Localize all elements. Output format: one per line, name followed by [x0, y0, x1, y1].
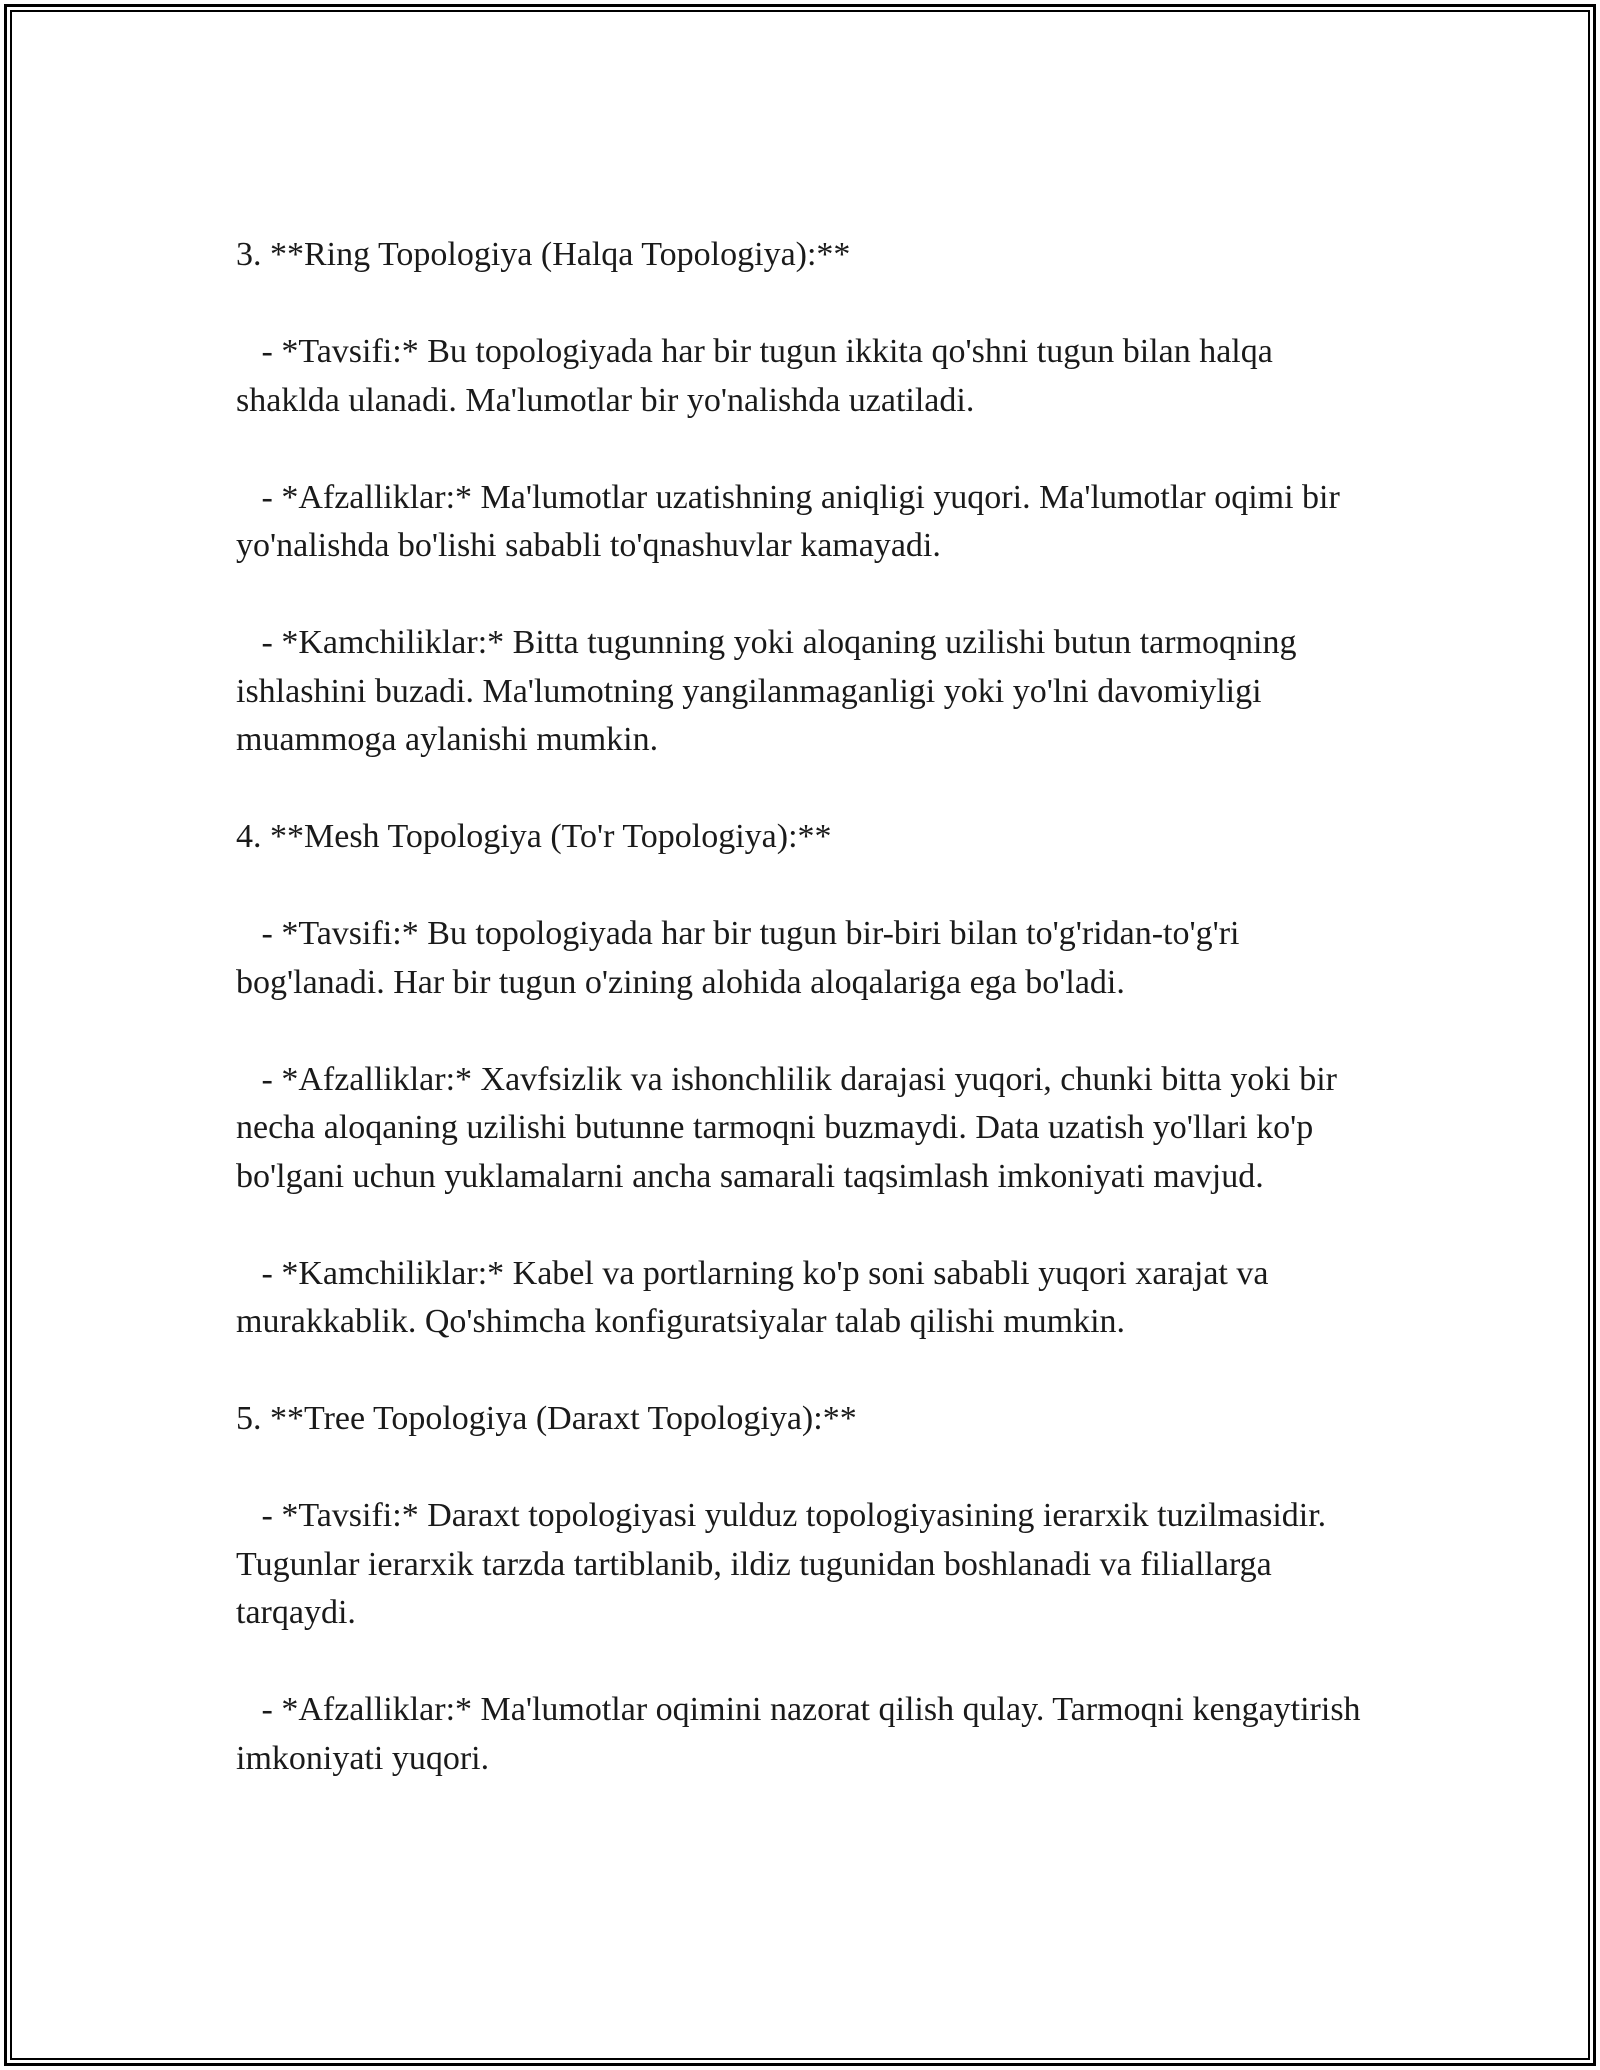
ring-advantages: - *Afzalliklar:* Ma'lumotlar uzatishning aniqligi yuqori. Ma'lumotlar oqimi bir yo'nalishda bo'lishi sababli to'qnashuvlar kamayadi. [236, 478, 1349, 564]
ring-disadvantages: - *Kamchiliklar:* Bitta tugunning yoki aloqaning uzilishi butun tarmoqning ishlashini buzadi. Ma'lumotning yangilanmaganligi yoki yo'lni davomiyligi muammoga aylanishi mumkin. [236, 624, 1305, 758]
tree-description: - *Tavsifi:* Daraxt topologiyasi yulduz topologiyasining ierarxik tuzilmasidir. Tugunlar ierarxik tarzda tartiblanib, ildiz tugunidan boshlanadi va filiallarga tarqaydi. [236, 1497, 1335, 1631]
mesh-disadvantages: - *Kamchiliklar:* Kabel va portlarning ko'p soni sababli yuqori xarajat va murakkablik. Qo'shimcha konfiguratsiyalar talab qilishi mumkin. [236, 1254, 1277, 1340]
mesh-advantages: - *Afzalliklar:* Xavfsizlik va ishonchlilik darajasi yuqori, chunki bitta yoki bir necha aloqaning uzilishi butunne tarmoqni buzmaydi. Data uzatish yo'llari ko'p bo'lgani uchun yuklamalarni ancha samarali taqsimlash imkoniyati mavjud. [236, 1060, 1346, 1195]
ring-description: - *Tavsifi:* Bu topologiyada har bir tugun ikkita qo'shni tugun bilan halqa shaklda ulanadi. Ma'lumotlar bir yo'nalishda uzatiladi. [236, 333, 1282, 419]
section-heading-mesh: 4. **Mesh Topologiya (To'r Topologiya):** [236, 818, 832, 855]
section-heading-ring: 3. **Ring Topologiya (Halqa Topologiya):** [236, 236, 851, 273]
mesh-description: - *Tavsifi:* Bu topologiyada har bir tugun bir-biri bilan to'g'ridan-to'g'ri bog'lanadi. Har bir tugun o'zining alohida aloqalariga ega bo'ladi. [236, 915, 1248, 1001]
section-heading-tree: 5. **Tree Topologiya (Daraxt Topologiya):** [236, 1400, 857, 1437]
document-body [236, 231, 1370, 1783]
tree-advantages: - *Afzalliklar:* Ma'lumotlar oqimini nazorat qilish qulay. Tarmoqni kengaytirish imkoniyati yuqori. [236, 1691, 1370, 1777]
